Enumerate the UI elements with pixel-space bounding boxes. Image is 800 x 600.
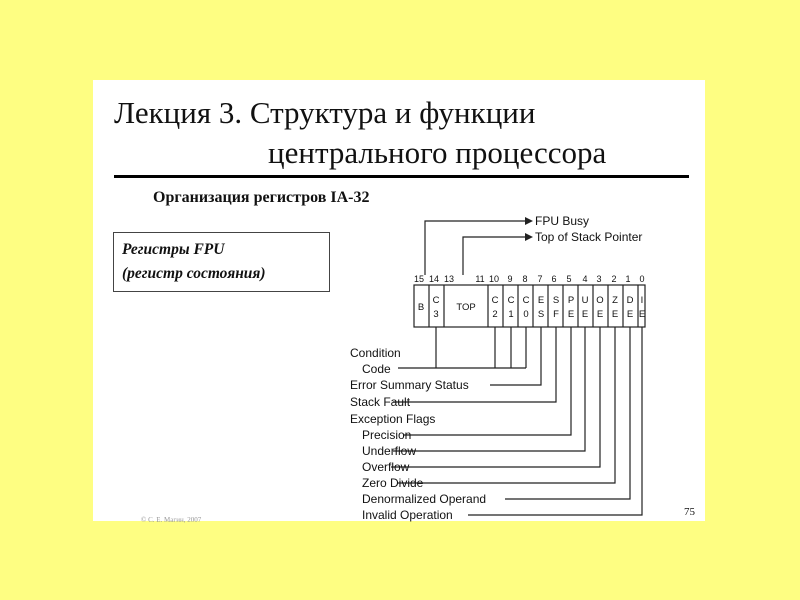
field-top: TOP: [456, 302, 476, 313]
field-c1-top: C: [507, 295, 515, 306]
bit-number: 0: [639, 274, 645, 284]
bit-number: 2: [611, 274, 617, 284]
field-oe-top: O: [596, 295, 604, 306]
field-c2-top: C: [491, 295, 499, 306]
top-of-stack-label: Top of Stack Pointer: [535, 230, 643, 244]
field-es-top: E: [537, 295, 545, 306]
label-stack-fault: Stack Fault: [350, 395, 411, 409]
label-condition: Condition: [350, 346, 401, 360]
field-de-top: D: [626, 295, 634, 306]
bit-number: 10: [488, 274, 500, 284]
bit-number: 8: [522, 274, 528, 284]
field-ze-bottom: E: [611, 309, 619, 320]
field-c2-bottom: 2: [492, 309, 498, 320]
bit-number: 14: [428, 274, 440, 284]
bit-number: 13: [443, 274, 455, 284]
bit-number: 11: [475, 274, 485, 284]
bit-number: 9: [507, 274, 513, 284]
field-b: B: [417, 302, 425, 313]
field-ie-top: I: [640, 295, 644, 306]
slide-title-line2: центрального процессора: [268, 135, 607, 170]
label-zero-divide: Zero Divide: [362, 476, 424, 490]
field-c3-bottom: 3: [433, 309, 439, 320]
field-c0-top: C: [522, 295, 530, 306]
bit-number: 4: [582, 274, 588, 284]
fpu-status-word-diagram: [93, 80, 705, 521]
field-c0-bottom: 0: [523, 309, 529, 320]
label-denormalized: Denormalized Operand: [362, 492, 487, 506]
field-pe-top: P: [567, 295, 575, 306]
slide-title-line1: Лекция 3. Структура и функции: [114, 95, 536, 130]
bit-number: 7: [537, 274, 543, 284]
field-de-bottom: E: [626, 309, 634, 320]
fpu-box-line2: (регистр состояния): [122, 265, 266, 282]
label-overflow: Overflow: [362, 460, 410, 474]
slide-subtitle: Организация регистров IA-32: [153, 189, 370, 206]
field-pe-bottom: E: [567, 309, 575, 320]
label-error-summary: Error Summary Status: [350, 378, 469, 392]
bit-number: 15: [413, 274, 425, 284]
label-code: Code: [362, 362, 391, 376]
bit-number: 6: [551, 274, 557, 284]
status-register-box: [414, 285, 645, 327]
field-oe-bottom: E: [596, 309, 604, 320]
top-pointer-connector: [463, 237, 525, 275]
field-ze-top: Z: [612, 295, 618, 306]
fpu-busy-label: FPU Busy: [535, 214, 590, 228]
field-ue-bottom: E: [581, 309, 589, 320]
fpu-box-line1: Регистры FPU: [122, 241, 225, 258]
footer-copyright: © С. Е. Магин, 2007: [141, 516, 202, 524]
fpu-busy-connector: [425, 221, 525, 275]
label-underflow: Underflow: [362, 444, 417, 458]
field-sf-top: S: [552, 295, 560, 306]
field-c1-bottom: 1: [508, 309, 514, 320]
field-es-bottom: S: [537, 309, 545, 320]
label-exception-flags: Exception Flags: [350, 412, 436, 426]
field-ue-top: U: [581, 295, 589, 306]
field-ie-bottom: E: [638, 309, 646, 320]
label-invalid: Invalid Operation: [362, 508, 453, 522]
page-number: 75: [684, 506, 695, 518]
slide: [93, 80, 705, 524]
bit-number: 5: [566, 274, 572, 284]
label-precision: Precision: [362, 428, 412, 442]
field-sf-bottom: F: [553, 309, 559, 320]
bit-number: 1: [625, 274, 631, 284]
field-c3-top: C: [432, 295, 440, 306]
bit-number: 3: [596, 274, 602, 284]
